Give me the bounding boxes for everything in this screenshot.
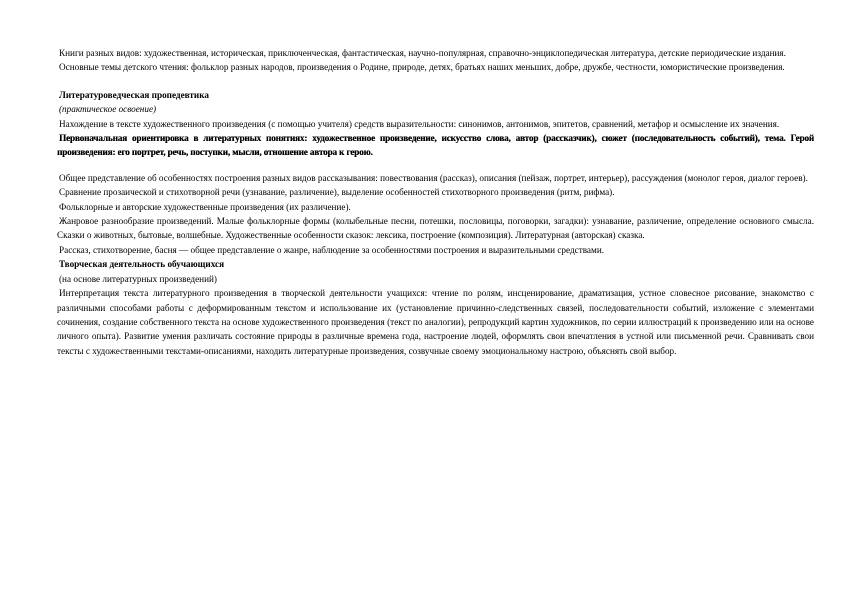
- section-subtitle-practical: (практическое освоение): [59, 104, 157, 115]
- paragraph-prose-poetry: Сравнение прозаической и стихотворной речи (узнавание, различение), выделение особенностей стихотворного произведения (ритм, рифма).: [59, 187, 615, 198]
- paragraph-story-poem-fable: Рассказ, стихотворение, басня — общее представление о жанре, наблюдение за особенностями построения и выразительными средствами.: [59, 244, 605, 255]
- section-subtitle-creative: (на основе литературных произведений): [59, 273, 217, 284]
- paragraph-folklore: Фольклорные и авторские художественные произведения (их различение).: [59, 201, 351, 212]
- paragraph-reading-themes: Основные темы детского чтения: фольклор разных народов, произведения о Родине, природе, детях, братьях наших меньших, добре, дружбе, честности, юмористические произведения.: [59, 62, 785, 73]
- paragraph-interpretation: Интерпретация текста литературного произведения в творческой деятельности учащихся: чтение по ролям, инсценирование, драматизация, устное словесное рисование, знакомство с различными способами работы с деформированным текстом и использование их (установление причинно-следственных связей, последовательности событий, изложение с элементами сочинения, создание собственного текста на основе художественного произведения (текст по аналогии), репродукций картин художников, по серии иллюстраций к произведению или на основе личного опыта). Развитие умения различать состояние природы в различные времена года, настроение людей, оформлять свои впечатления в устной или письменной речи. Сравнивать свои тексты с художественными текстами-описаниями, находить литературные произведения, созвучные своему эмоциональному настрою, объяснять свой выбор.: [57, 288, 814, 356]
- spacer: [57, 75, 814, 88]
- paragraph-narration-types: Общее представление об особенностях построения разных видов рассказывания: повествования (рассказ), описания (пейзаж, портрет, интерьер), рассуждения (монолог героя, диалог героев).: [59, 172, 808, 183]
- spacer: [57, 160, 814, 171]
- paragraph-book-types: Книги разных видов: художественная, историческая, приключенческая, фантастическая, научно-популярная, справочно-энциклопедическая литература, детские периодические издания.: [59, 48, 786, 58]
- paragraph-genres: Жанровое разнообразие произведений. Малые фольклорные формы (колыбельные песни, потешки, пословицы, поговорки, загадки): узнавание, различение, определение основного смысла. Сказки о животных, бытовые, волшебные. Художественные особенности сказок: лексика, построение (композиция). Литературная (авторская) сказка.: [57, 216, 814, 241]
- paragraph-expressive-means: Нахождение в тексте художественного произведения (с помощью учителя) средств выразительности: синонимов, антонимов, эпитетов, сравнений, метафор и осмысление их значения.: [59, 118, 780, 129]
- section-title-creative: Творческая деятельность обучающихся: [59, 259, 225, 270]
- section-title-propaedeutics: Литературоведческая пропедевтика: [59, 89, 209, 100]
- paragraph-literary-concepts: Первоначальная ориентировка в литературных понятиях: художественное произведение, искусство слова, автор (рассказчик), сюжет (последовательность событий), тема. Герой произведения: его портрет, речь, поступки, мысли, отношение автора к герою.: [57, 133, 814, 158]
